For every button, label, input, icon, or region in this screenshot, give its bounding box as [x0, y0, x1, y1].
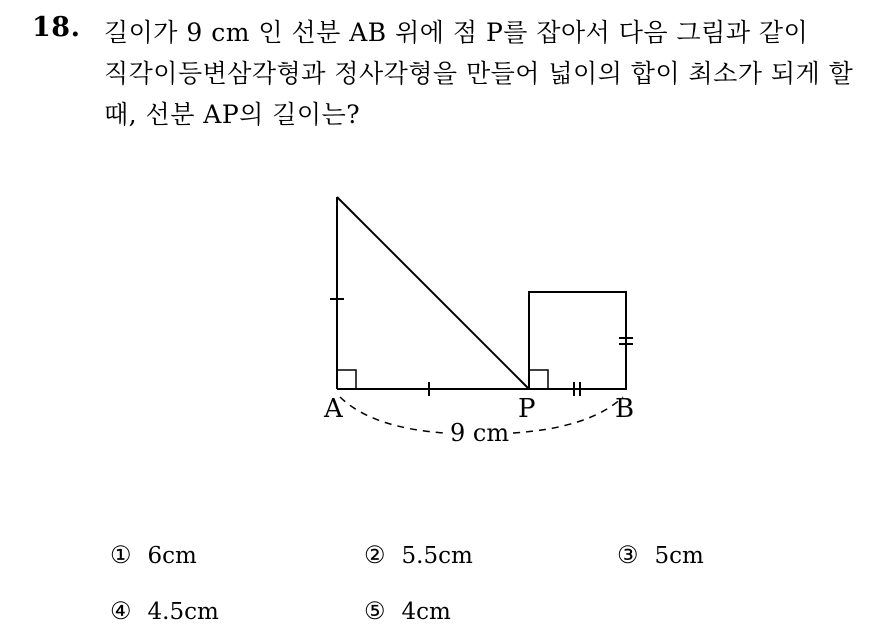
square [529, 292, 626, 389]
choice-text: 5cm [654, 543, 704, 569]
choice-4[interactable] [110, 597, 219, 625]
choice-1[interactable] [110, 541, 197, 569]
choice-3[interactable] [617, 541, 704, 569]
choice-text: 4cm [401, 599, 451, 625]
right-angle-mark-a [337, 370, 356, 389]
question-line-1: 길이가 9 cm 인 선분 AB 위에 점 P를 잡아서 다음 그림과 같이 [104, 18, 809, 47]
choice-number: ③ [617, 541, 639, 569]
length-label: 9 cm [450, 419, 510, 447]
choice-number: ① [110, 541, 132, 569]
right-angle-mark-p [529, 370, 548, 389]
choice-2[interactable] [364, 541, 473, 569]
choice-text: 4.5cm [147, 599, 219, 625]
label-p: P [518, 394, 536, 424]
label-b: B [615, 394, 635, 424]
choice-number: ④ [110, 597, 132, 625]
choice-5[interactable] [364, 597, 451, 625]
triangle-hypotenuse [337, 197, 529, 389]
choice-number: ② [364, 541, 386, 569]
length-arc-left [340, 397, 445, 433]
choice-text: 6cm [147, 543, 197, 569]
label-a: A [324, 394, 343, 424]
question-number: 18. [32, 12, 81, 43]
question-line-3: 때, 선분 AP의 길이는? [104, 100, 361, 129]
choice-text: 5.5cm [401, 543, 473, 569]
choice-number: ⑤ [364, 597, 386, 625]
question-line-2: 직각이등변삼각형과 정사각형을 만들어 넓이의 합이 최소가 되게 할 [104, 59, 854, 88]
